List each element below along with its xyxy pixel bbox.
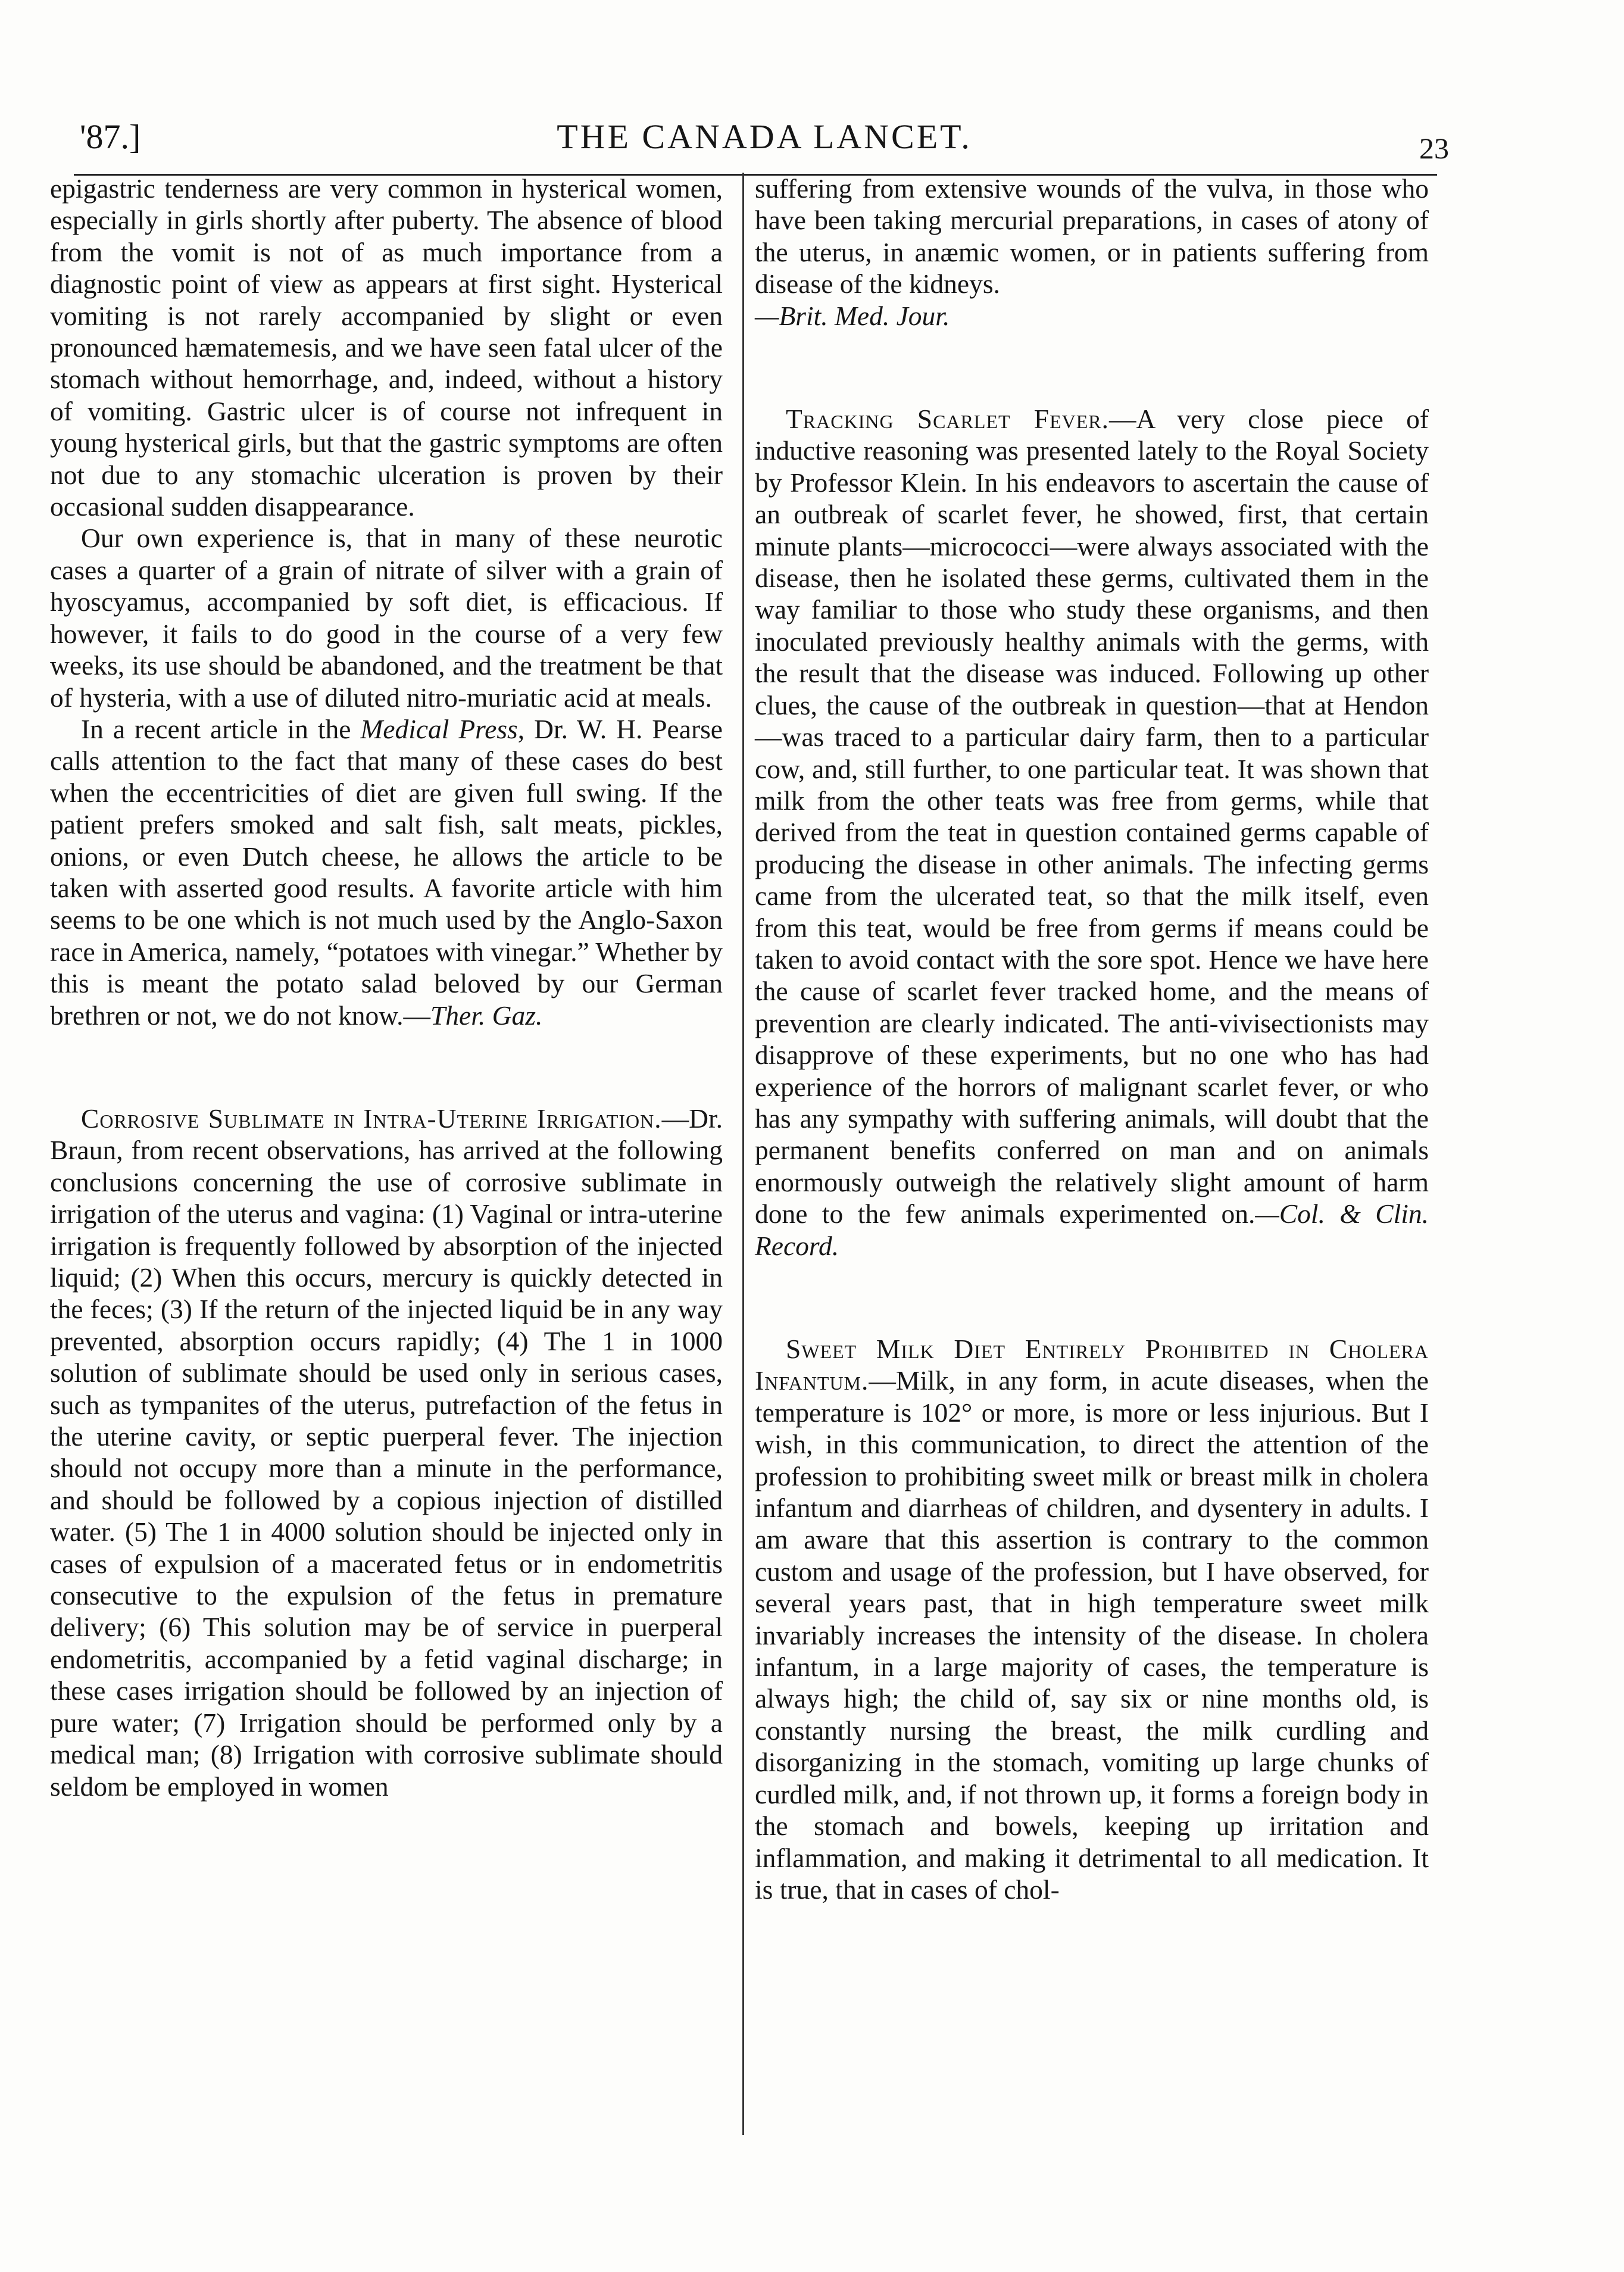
article-corrosive-sublimate: Corrosive Sublimate in Intra-Uterine Irrigation.—Dr. Braun, from recent observations, has arrived at the following conclusions concerning the use of corrosive sublimate in irrigation of the uterus and vagina: (1) Vaginal or intra-uterine irrigation is frequently followed by absorption of the injected liquid; (2) When this occurs, mercury is quickly detected in the feces; (3) If the return of the injected liquid be in any way prevented, absorption occurs rapidly; (4) The 1 in 1000 solution of sublimate should be used only in serious cases, such as tympanites of the uterus, putrefaction of the fetus in the uterine cavity, or septic puerperal fever. The injection should not occupy more than a minute in the performance, and should be followed by a copious injection of distilled water. (5) The 1 in 4000 solution should be injected only in cases of expulsion of a macerated fetus or in endometritis consecutive to the expulsion of the fetus in premature delivery; (6) This solution may be of service in puerperal endometritis, accompanied by a fetid vaginal discharge; in these cases irrigation should be followed by an injection of pure water; (7) Irrigation should be performed only by a medical man; (8) Irrigation with corrosive sublimate should seldom be employed in women: [50, 1103, 723, 1802]
page-number: 23: [1419, 132, 1449, 165]
paragraph: epigastric tenderness are very common in hysterical women, especially in girls shortly after puberty. The absence of blood from the vomit is not of as much importance from a diagnostic point of view as appears at first sight. Hysterical vomiting is not rarely accompanied by slight or even pronounced hæmatemesis, and we have seen fatal ulcer of the stomach without hemorrhage, and, indeed, without a history of vomiting. Gastric ulcer is of course not infrequent in young hysterical girls, but that the gastric symptoms are often not due to any stomachic ulceration is proven by their occasional sudden disappearance.: [50, 173, 723, 522]
article-gap: [755, 1262, 1429, 1333]
source-citation: —Brit. Med. Jour.: [755, 300, 950, 331]
article-scarlet-fever: Tracking Scarlet Fever.—A very close piece of inductive reasoning was presented lately to the Royal Society by Professor Klein. In his endeavors to ascertain the cause of an outbreak of scarlet fever, he showed, first, that certain minute plants—micrococci—were always associated with the disease, then he isolated these germs, cultivated them in the way familiar to those who study these organisms, and then inoculated previously healthy animals with the germs, with the result that the disease was induced. Following up other clues, the cause of the outbreak in question—that at Hendon—was traced to a particular dairy farm, then to a particular cow, and, still further, to one particular teat. It was shown that milk from the other teats was free from germs, while that derived from the teat in question contained germs capable of producing the disease in other animals. The infecting germs came from the ulcerated teat, so that the milk itself, even from this teat, would be free from germs if means could be taken to avoid contact with the sore spot. Hence we have here the cause of scarlet fever tracked home, and the means of prevention are clearly indicated. The anti-vivisectionists may disapprove of these experiments, but no one who has had experience of the horrors of malignant scarlet fever, or who has any sympathy with suffering animals, will doubt that the permanent benefits conferred on man and on animals enormously outweigh the relatively slight amount of harm done to the few animals experimented on.—Col. & Clin. Record.: [755, 404, 1429, 1261]
article-heading: Sweet Milk Diet Entirely Prohibited in Cholera Infantum.: [755, 1334, 1429, 1396]
paragraph: In a recent article in the Medical Press, Dr. W. H. Pearse calls attention to the fact that many of these cases do best when the eccentricities of diet are given full swing. If the patient prefers smoked and salt fish, salt meats, pickles, onions, or even Dutch cheese, he allows the article to be taken with asserted good results. A favorite article with him seems to be one which is not much used by the Anglo-Saxon race in America, namely, “potatoes with vinegar.” Whether by this is meant the potato salad beloved by our German brethren or not, we do not know.—Ther. Gaz.: [50, 713, 723, 1031]
header-year: '87.]: [80, 117, 141, 156]
running-header: [80, 117, 1449, 164]
article-gap: [50, 1031, 723, 1103]
article-heading: Corrosive Sublimate in Intra-Uterine Irrigation.: [81, 1103, 662, 1134]
source-citation: Ther. Gaz.: [430, 1000, 543, 1031]
column-divider: [742, 173, 744, 2135]
left-column: [50, 173, 723, 1802]
right-column: [755, 173, 1429, 1905]
source-citation: —Col. & Clin. Record.: [755, 1199, 1429, 1261]
article-heading: Tracking Scarlet Fever.: [786, 404, 1110, 435]
journal-citation: Medical Press: [360, 713, 518, 744]
journal-title: THE CANADA LANCET.: [557, 117, 972, 156]
paragraph: suffering from extensive wounds of the vulva, in those who have been taking mercurial preparations, in cases of atony of the uterus, in anæmic women, or in patients suffering from disease of the kidneys. —Brit. Med. Jour.: [755, 173, 1429, 331]
article-gap: [755, 332, 1429, 403]
paragraph: Our own experience is, that in many of these neurotic cases a quarter of a grain of nitrate of silver with a grain of hyoscyamus, accompanied by soft diet, is efficacious. If however, it fails to do good in the course of a very few weeks, its use should be abandoned, and the treatment be that of hysteria, with a use of diluted nitro-muriatic acid at meals.: [50, 523, 723, 713]
article-sweet-milk: Sweet Milk Diet Entirely Prohibited in Cholera Infantum.—Milk, in any form, in acute diseases, when the temperature is 102° or more, is more or less injurious. But I wish, in this communication, to direct the attention of the profession to prohibiting sweet milk or breast milk in cholera infantum and diarrheas of children, and dysentery in adults. I am aware that this assertion is contrary to the common custom and usage of the profession, but I have observed, for several years past, that in high temperature sweet milk invariably increases the intensity of the disease. In cholera infantum, in a large majority of cases, the temperature is always high; the child of, say six or nine months old, is constantly nursing the breast, the milk curdling and disorganizing in the stomach, vomiting up large chunks of curdled milk, and, if not thrown up, it forms a foreign body in the stomach and bowels, keeping up irritation and inflammation, and making it detrimental to all medication. It is true, that in cases of chol-: [755, 1334, 1429, 1905]
